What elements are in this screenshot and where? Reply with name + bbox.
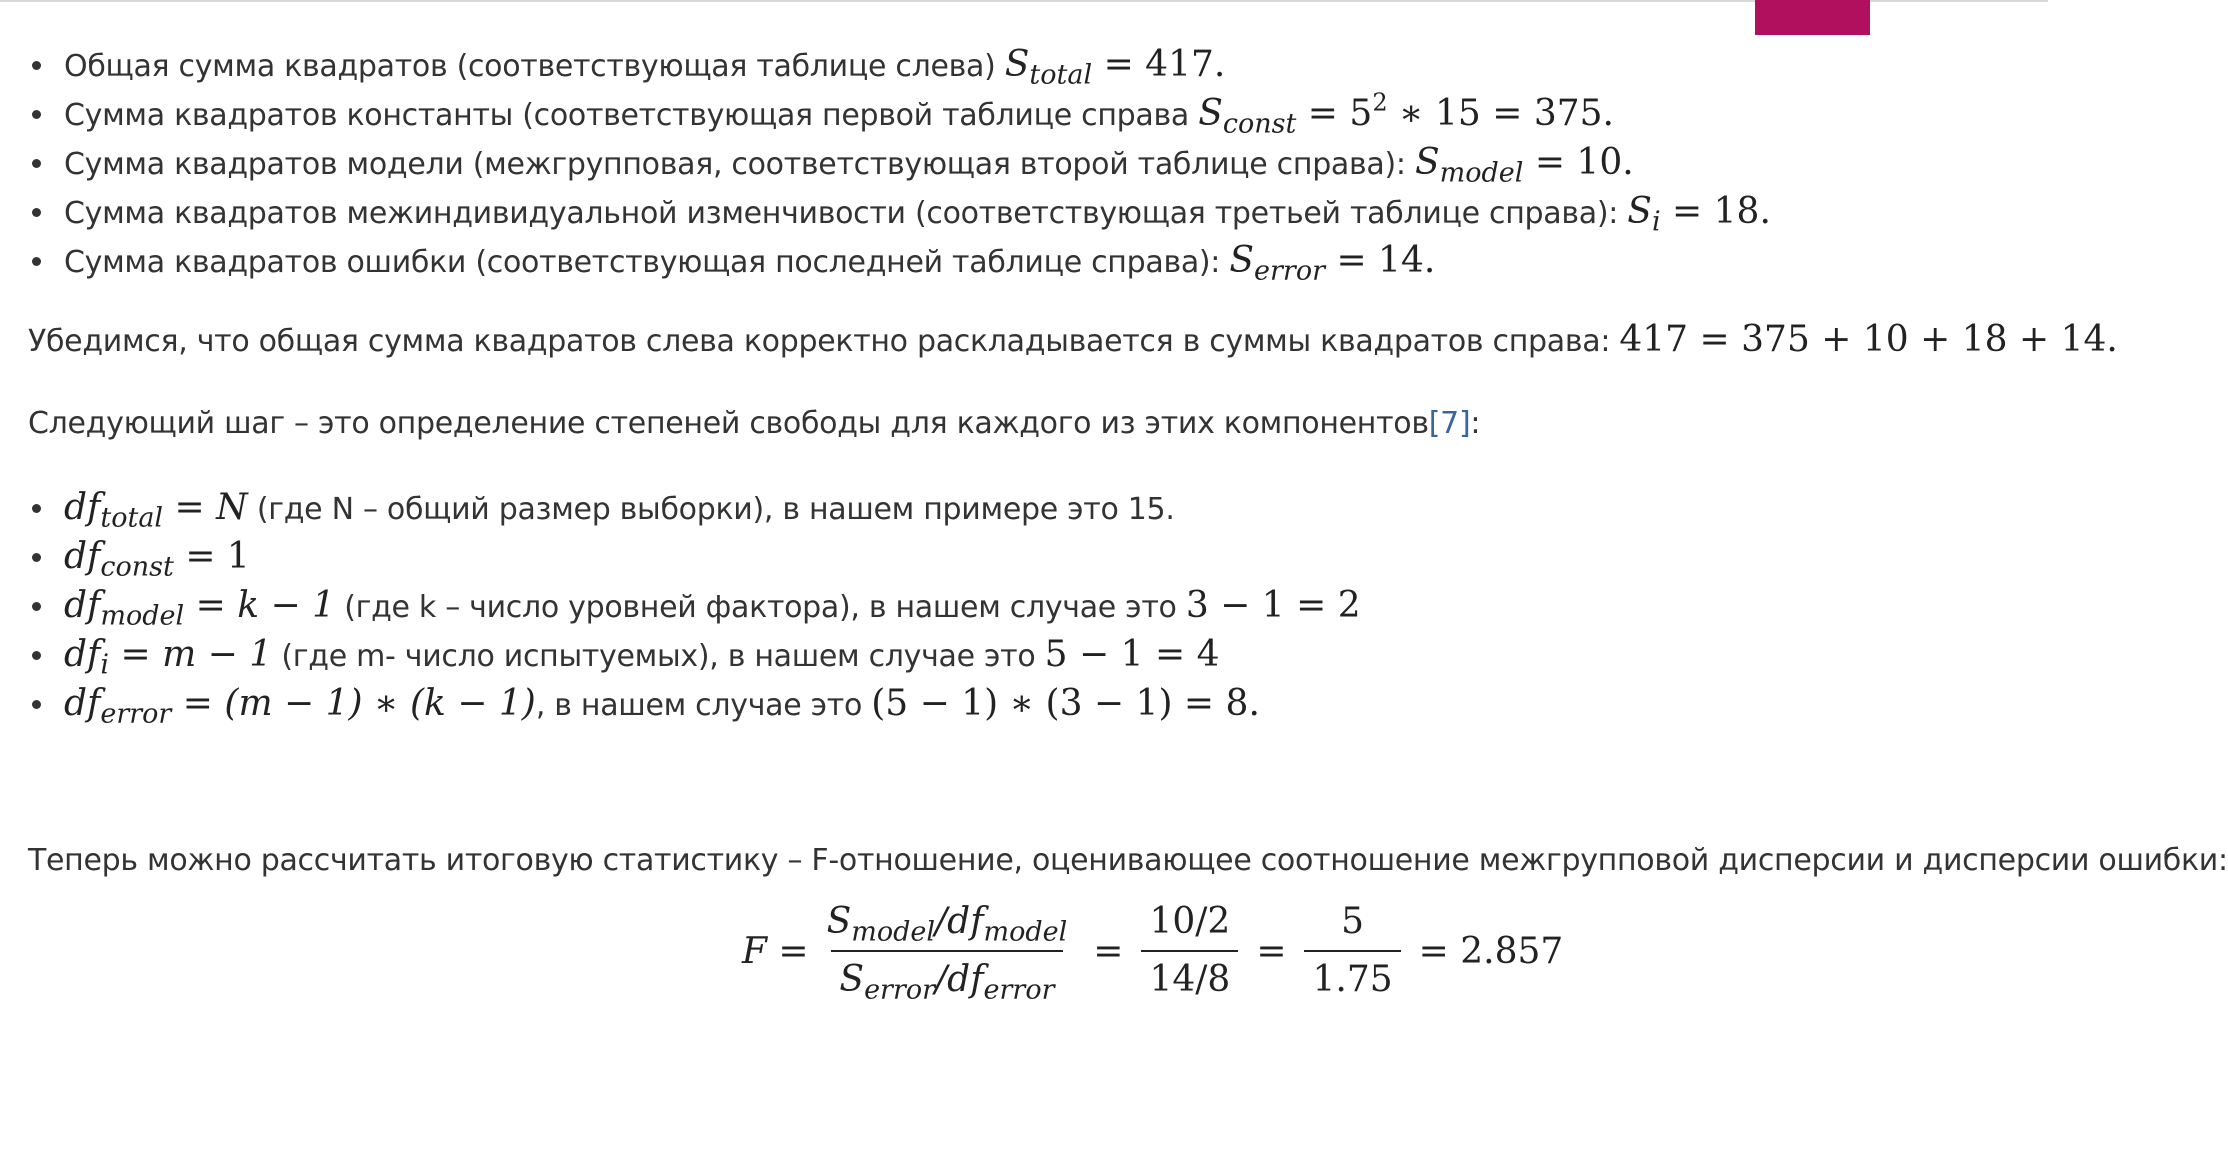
formula-result: = 2.857 [1418,930,1564,972]
item-text: Сумма квадратов ошибки (соответствующая последней таблице справа): [64,245,1230,280]
math-subscript: total [100,502,164,534]
fraction-simplified [1304,900,1400,1002]
math-symbol: df [64,683,101,724]
list-item [28,236,2028,285]
list-item [28,40,2028,89]
paragraph-text: Убедимся, что общая сумма квадратов слева корректно раскладывается в суммы квадратов справа: [28,324,1620,359]
math-symbol: S [1414,142,1440,183]
degrees-of-freedom-list [28,483,2028,728]
final-paragraph [28,836,2228,890]
paragraph-text: : [1470,406,1481,441]
math-expression: = 1 [185,536,250,577]
fraction-denominator: $S_{error}/df_{error}$ [831,950,1062,1002]
fraction-denominator: 14/8 [1141,950,1238,1002]
math-expression: = m − 1 [120,634,273,675]
document-content [28,40,2228,890]
f-ratio-formula [742,900,1571,1006]
item-text: Общая сумма квадратов (соответствующая таблице слева) [64,49,1005,84]
math-symbol: S [1229,240,1255,281]
reference-link[interactable]: [7] [1428,406,1471,441]
fraction-numerator: 5 [1341,901,1365,942]
math-value: ∗ 15 = 375. [1399,93,1614,134]
list-item [28,89,2028,138]
math-subscript: model [1439,157,1524,189]
fraction-numerator: $S_{model}/df_{model}$ [826,901,1068,948]
math-subscript: error [1254,255,1325,287]
math-symbol: df [64,536,101,577]
item-text: (где N – общий размер выборки), в нашем примере это 15. [247,492,1175,527]
math-expression: = k − 1 [195,585,335,626]
math-superscript: 2 [1372,88,1388,117]
math-expression: (5 − 1) ∗ (3 − 1) = 8. [871,683,1260,724]
list-item [28,630,2028,679]
item-text: , в нашем случае это [535,688,872,723]
math-subscript: total [1029,59,1093,91]
math-subscript: model [100,600,185,632]
math-symbol: df [64,487,101,528]
math-subscript: error [100,698,172,730]
math-symbol: df [64,634,101,675]
top-divider [0,0,2048,2]
list-item [28,581,2028,630]
math-value: = 14. [1336,240,1436,281]
fraction-numerator: 10/2 [1149,901,1231,942]
math-expression: 5 − 1 = 4 [1044,634,1220,675]
math-subscript: i [100,649,110,681]
math-symbol: S [1004,44,1030,85]
math-symbol: S [1627,191,1652,232]
check-paragraph [28,315,2118,371]
list-item [28,138,2028,187]
math-expression: = (m − 1) ∗ (k − 1) [182,683,536,724]
list-item [28,679,2028,728]
item-text: Сумма квадратов модели (межгрупповая, соответствующая второй таблице справа): [64,147,1415,182]
accent-tab [1755,0,1870,35]
list-item [28,483,2028,532]
math-symbol: S [1198,93,1223,134]
paragraph-text: Следующий шаг – это определение степеней свободы для каждого из этих компонентов [28,406,1429,441]
sum-of-squares-list [28,40,2028,285]
list-item [28,187,2028,236]
math-value: = 417. [1103,44,1226,85]
equals-sign: = [1093,930,1124,972]
equals-sign: = [1256,930,1287,972]
math-expression: = N [174,487,248,528]
fraction-denominator: 1.75 [1304,950,1400,1002]
math-expression: 3 − 1 = 2 [1185,585,1361,626]
math-expression: 417 = 375 + 10 + 18 + 14. [1619,319,2118,360]
item-text: (где k – число уровней фактора), в нашем случае это [334,590,1186,625]
math-subscript: const [1222,108,1297,140]
item-text: Сумма квадратов межиндивидуальной изменчивости (соответствующая третьей таблице справа): [64,196,1628,231]
formula-lhs: F = [742,930,809,972]
item-text: Сумма квадратов константы (соответствующая первой таблице справа [64,98,1199,133]
fraction-values [1141,900,1238,1002]
next-step-paragraph [28,399,2028,453]
math-subscript: i [1651,206,1661,238]
math-value: = 18. [1672,191,1771,232]
math-subscript: const [100,551,174,583]
math-symbol: df [64,585,101,626]
math-value: = 10. [1534,142,1634,183]
fraction-symbolic [819,900,1076,1006]
list-item [28,532,2028,581]
math-value: = 5 [1307,93,1373,134]
paragraph-text: Теперь можно рассчитать итоговую статистику – F-отношение, оценивающее соотношение межгрупповой дисперсии и дисперсии ошибки: [28,843,2228,878]
item-text: (где m- число испытуемых), в нашем случае это [272,639,1045,674]
